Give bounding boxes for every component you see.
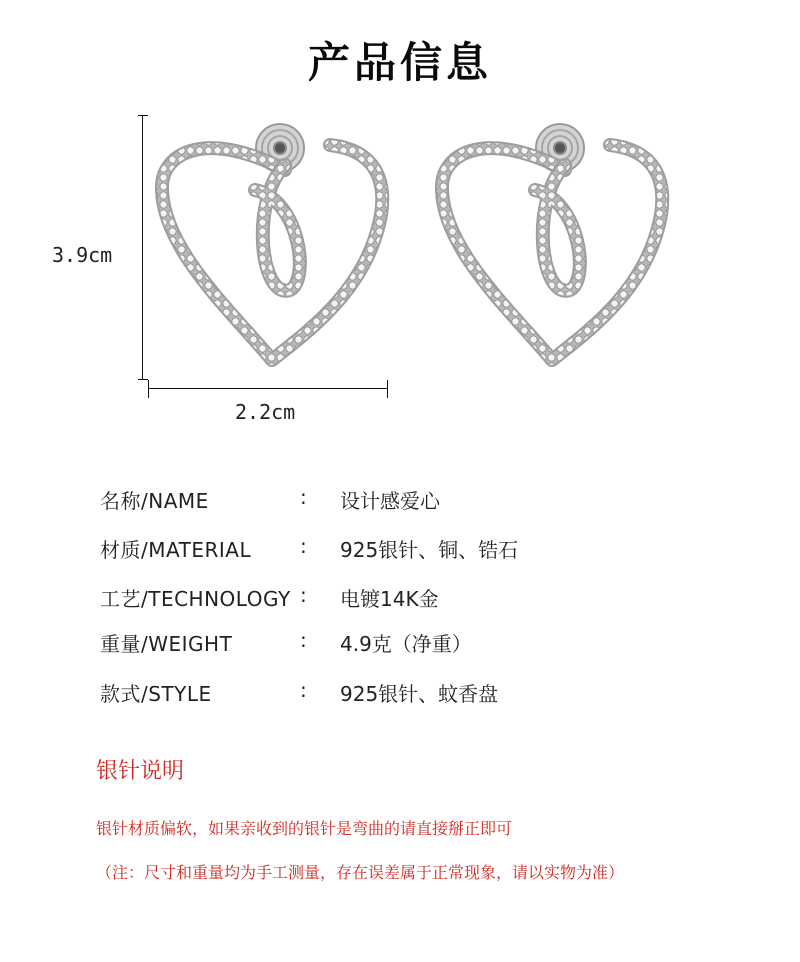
spec-value: 电镀14K金 bbox=[340, 587, 439, 611]
spec-row-style bbox=[100, 678, 700, 708]
spec-row-weight bbox=[100, 628, 700, 658]
spec-colon: : bbox=[300, 485, 307, 509]
height-dimension-line bbox=[138, 115, 148, 380]
width-dimension-line bbox=[148, 378, 388, 398]
spec-label: 工艺/TECHNOLOGY bbox=[100, 587, 291, 611]
spec-label: 名称/NAME bbox=[100, 489, 209, 513]
spec-value: 设计感爱心 bbox=[340, 489, 440, 513]
spec-value: 4.9克（净重） bbox=[340, 632, 472, 656]
spec-value: 925银针、铜、锆石 bbox=[340, 538, 519, 562]
page-title: 产品信息 bbox=[307, 38, 492, 87]
height-dimension-label: 3.9cm bbox=[52, 243, 113, 267]
spec-value: 925银针、蚊香盘 bbox=[340, 682, 499, 706]
spec-label: 款式/STYLE bbox=[100, 682, 212, 706]
earring-left-image bbox=[150, 110, 390, 375]
earring-right-image bbox=[430, 110, 670, 375]
spec-colon: : bbox=[300, 534, 307, 558]
spec-label: 重量/WEIGHT bbox=[100, 632, 233, 656]
spec-colon: : bbox=[300, 678, 307, 702]
width-dimension-label: 2.2cm bbox=[235, 400, 296, 424]
spec-colon: : bbox=[300, 628, 307, 652]
spec-colon: : bbox=[300, 583, 307, 607]
spec-label: 材质/MATERIAL bbox=[100, 538, 252, 562]
spec-row-material bbox=[100, 534, 700, 564]
spec-row-technology bbox=[100, 583, 700, 613]
silver-needle-note-title: 银针说明 bbox=[96, 759, 185, 784]
silver-needle-note: 银针材质偏软，如果亲收到的银针是弯曲的请直接掰正即可 bbox=[96, 819, 513, 838]
measurement-disclaimer: （注：尺寸和重量均为手工测量，存在误差属于正常现象，请以实物为准） bbox=[96, 863, 625, 882]
spec-row-name bbox=[100, 485, 700, 515]
